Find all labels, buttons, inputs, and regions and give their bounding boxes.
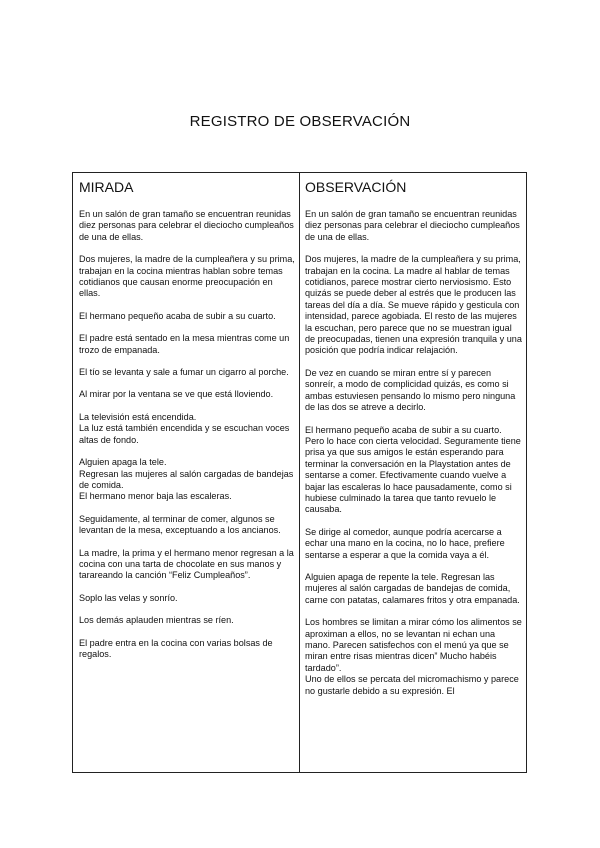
page-title: REGISTRO DE OBSERVACIÓN [189, 113, 411, 130]
paragraph: De vez en cuando se miran entre sí y parecen sonreír, a modo de complicidad quizás, es como si ambas estuviesen pensando lo mismo pero ninguna de las dos se atreve a decirlo. [305, 367, 516, 413]
paragraph: Los demás aplauden mientras se ríen. [79, 615, 234, 626]
paragraph: Los hombres se limitan a mirar cómo los alimentos se aproximan a ellos, no se levantan ni echan una mano. Parecen satisfechos con el menú ya que se miran entre risas mientras dicen” Mucho habéis tardado”. Uno de ellos se percata del micromachismo y parece no gustarle debido a su expresión. El [305, 617, 522, 696]
column-header-observacion: OBSERVACIÓN [305, 179, 407, 195]
paragraph: El padre entra en la cocina con varias bolsas de regalos. [79, 637, 273, 659]
paragraph: El hermano pequeño acaba de subir a su cuarto. Pero lo hace con cierta velocidad. Seguramente tiene prisa ya que sus amigos le están esperando para terminar la conversación en la Playstation antes de sentarse a comer. Efectivamente cuando vuelve a bajar las escaleras lo hace pausadamente, como si hubiese culminado la tarea que tanto revuelo le causaba. [305, 424, 521, 515]
observation-table [72, 172, 527, 773]
paragraph: Dos mujeres, la madre de la cumpleañera y su prima, trabajan en la cocina. La madre al hablar de temas cotidianos, parece mostrar cierto nerviosismo. Esto quizás se puede deber al estrés que le producen las tareas del día a día. Se mueve rápido y gesticula con intensidad, parece agobiada. El resto de las mujeres la escuchan, pero parece que no se muestran igual de preocupadas, tienen una expresión tranquila y una posición que podría indicar relajación. [305, 254, 522, 356]
paragraph: Seguidamente, al terminar de comer, algunos se levantan de la mesa, exceptuando a los ancianos. [79, 513, 281, 536]
paragraph: Soplo las velas y sonrío. [79, 592, 178, 603]
paragraph: El tío se levanta y sale a fumar un cigarro al porche. [79, 367, 289, 378]
paragraph: El hermano pequeño acaba de subir a su cuarto. [79, 310, 276, 321]
column-header-mirada: MIRADA [79, 179, 134, 195]
paragraph: En un salón de gran tamaño se encuentran reunidas diez personas para celebrar el dieciocho cumpleaños de una de ellas. [79, 209, 294, 242]
paragraph: En un salón de gran tamaño se encuentran reunidas diez personas para celebrar el dieciocho cumpleaños de una de ellas. [305, 209, 520, 242]
paragraph: El padre está sentado en la mesa mientras come un trozo de empanada. [79, 333, 290, 355]
paragraph: La televisión está encendida. La luz está también encendida y se escuchan voces altas de fondo. [79, 411, 290, 445]
paragraph: Se dirige al comedor, aunque podría acercarse a echar una mano en la cocina, no lo hace, prefiere sentarse a esperar a que la comida vaya a él. [305, 526, 505, 560]
paragraph: Alguien apaga de repente la tele. Regresan las mujeres al salón cargadas de bandejas de comida, carne con patatas, calamares fritos y otra empanada. [305, 571, 520, 605]
paragraph: Al mirar por la ventana se ve que está lloviendo. [79, 389, 274, 400]
paragraph: Alguien apaga la tele. Regresan las mujeres al salón cargadas de bandejas de comida. El hermano menor baja las escaleras. [79, 457, 294, 502]
paragraph: La madre, la prima y el hermano menor regresan a la cocina con una tarta de chocolate en sus manos y tarareando la canción “Feliz Cumpleaños”. [79, 547, 294, 581]
column-observacion [300, 173, 526, 772]
paragraph: Dos mujeres, la madre de la cumpleañera y su prima, trabajan en la cocina mientras hablan sobre temas cotidianos que causan enorme preocupación en ellas. [79, 254, 295, 299]
column-mirada [73, 173, 300, 772]
